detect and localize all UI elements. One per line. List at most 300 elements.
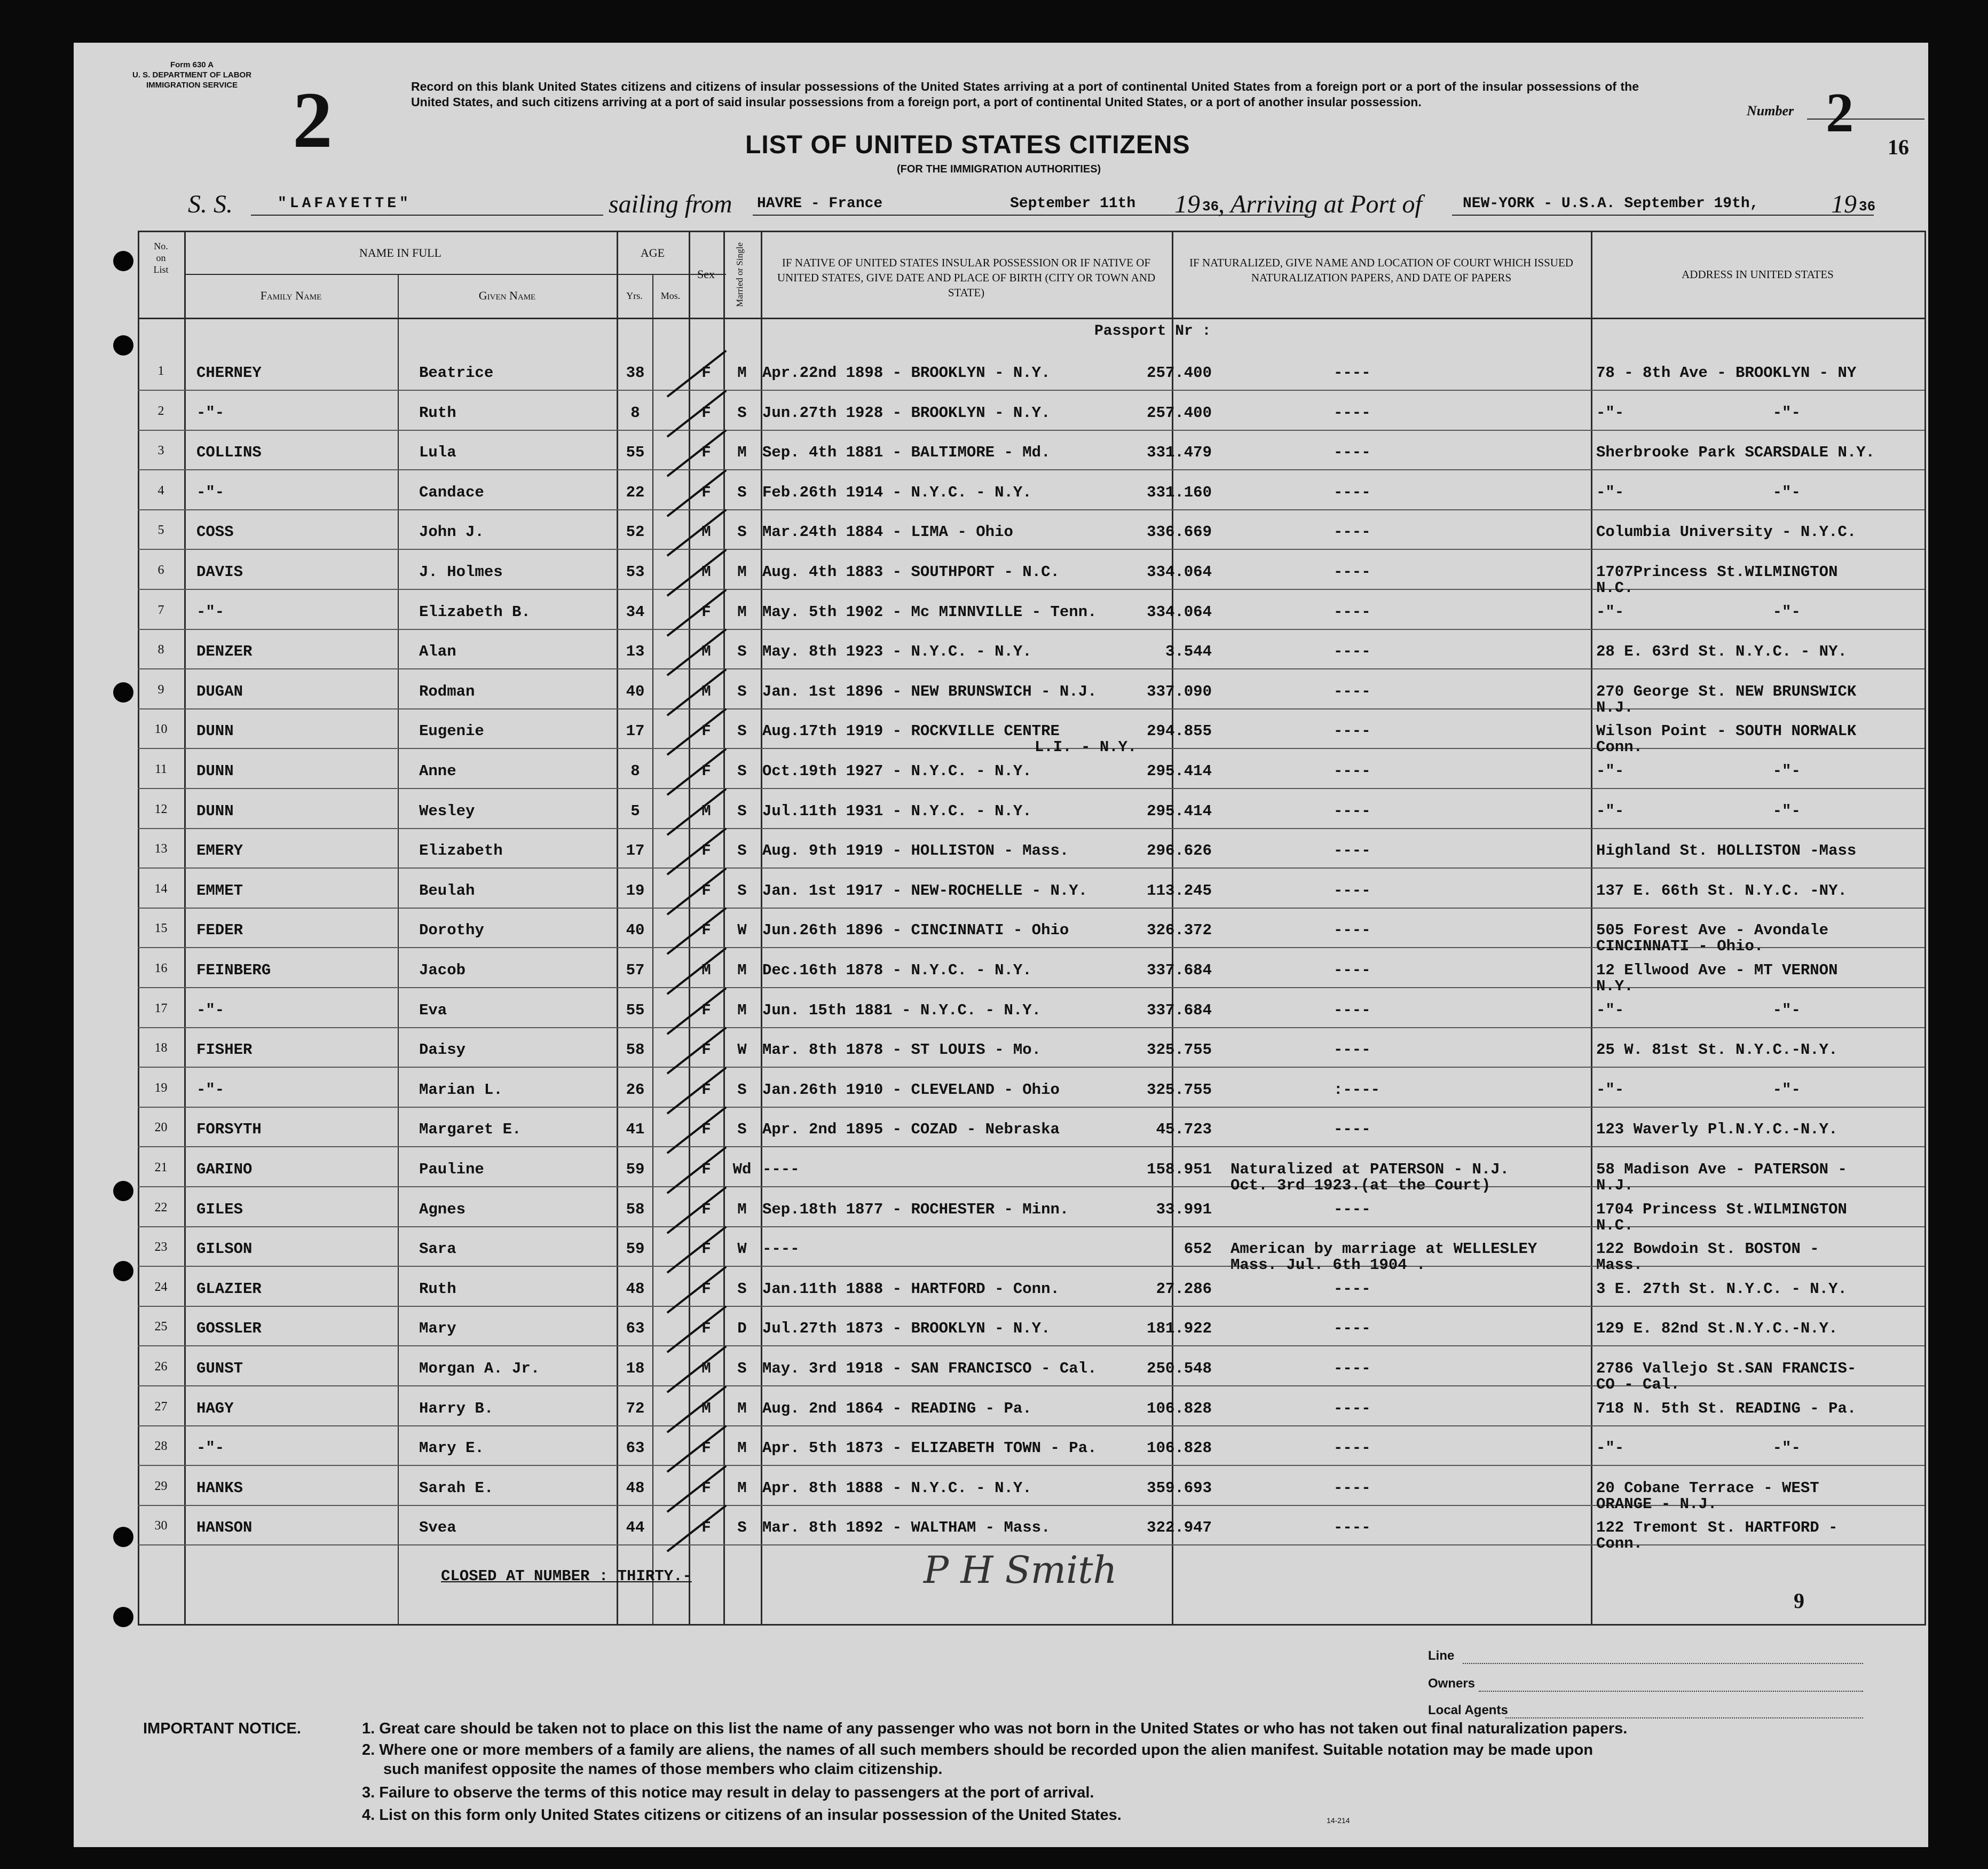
birth-info: May. 5th 1902 - Mc MINNVILLE - Tenn.	[762, 603, 1097, 621]
given-name: Harry B.	[419, 1400, 494, 1417]
given-name: Elizabeth	[419, 842, 503, 859]
passport-number: 334.064	[1147, 603, 1212, 621]
address: -"- -"-	[1596, 484, 1801, 501]
address: 58 Madison Ave - PATERSON -	[1596, 1161, 1847, 1178]
address-cont: CO - Cal.	[1596, 1376, 1680, 1393]
row-rule	[138, 1544, 1924, 1545]
family-name: GOSSLER	[196, 1320, 262, 1337]
row-number: 13	[154, 842, 168, 856]
address: 25 W. 81st St. N.Y.C.-N.Y.	[1596, 1041, 1838, 1059]
passport-number: 158.951	[1147, 1161, 1212, 1178]
sex: F	[701, 921, 711, 939]
col-border	[1591, 231, 1592, 1624]
marital-status: S	[737, 802, 747, 820]
age-years: 8	[630, 762, 640, 780]
birth-info: Apr. 5th 1873 - ELIZABETH TOWN - Pa.	[762, 1439, 1097, 1457]
birth-info: Jan.11th 1888 - HARTFORD - Conn.	[762, 1280, 1060, 1298]
naturalization: ----	[1334, 1001, 1371, 1019]
marital-status: S	[737, 1280, 747, 1298]
passport-number: 322.947	[1147, 1519, 1212, 1536]
sailing-year: 36	[1202, 199, 1219, 215]
birth-info: Dec.16th 1878 - N.Y.C. - N.Y.	[762, 961, 1032, 979]
address: Highland St. HOLLISTON -Mass	[1596, 842, 1857, 859]
col-name-in-full: NAME IN FULL	[359, 246, 441, 259]
family-name: DUNN	[196, 722, 234, 740]
row-number: 27	[154, 1400, 168, 1414]
corner-number: 9	[1794, 1589, 1804, 1613]
address: 1707Princess St.WILMINGTON	[1596, 563, 1838, 581]
family-name: -"-	[196, 603, 225, 621]
col-age: AGE	[640, 246, 665, 259]
row-number: 30	[154, 1519, 168, 1533]
sailing-date: September 11th	[1010, 195, 1136, 212]
given-name: Lula	[419, 444, 456, 461]
row-number: 11	[154, 762, 168, 776]
marital-status: M	[737, 1439, 747, 1457]
birth-info: Aug. 4th 1883 - SOUTHPORT - N.C.	[762, 563, 1060, 581]
passport-number: 113.245	[1147, 882, 1212, 900]
family-name: FISHER	[196, 1041, 253, 1059]
address: 20 Cobane Terrace - WEST	[1596, 1479, 1819, 1497]
naturalization: ----	[1334, 603, 1371, 621]
instructions: Record on this blank United States citizens and citizens of insular possessions of the United States arriving at a port of continental United States from a foreign port or a port of the insular possessions of the United States, and such citizens arriving at a port of said insular possessions from a foreign port, a port of continental United States, or a port of another insular possession.	[411, 80, 1639, 109]
address-cont: Conn.	[1596, 1535, 1643, 1552]
naturalization: ----	[1334, 1360, 1371, 1377]
sailing-year-prefix: 19	[1174, 190, 1200, 218]
birth-info: Jul.11th 1931 - N.Y.C. - N.Y.	[762, 802, 1032, 820]
row-rule	[138, 1425, 1924, 1426]
family-name: DENZER	[196, 643, 253, 660]
age-years: 52	[626, 523, 645, 541]
passport-number: 331.479	[1147, 444, 1212, 461]
row-number: 4	[157, 484, 164, 498]
passport-number: 337.684	[1147, 1001, 1212, 1019]
marital-status: S	[737, 1081, 747, 1099]
naturalization: ----	[1334, 1201, 1371, 1218]
address-cont: Conn.	[1596, 738, 1643, 756]
col-border	[617, 231, 618, 1624]
marital-status: S	[737, 484, 747, 501]
binder-hole	[113, 1607, 133, 1627]
passport-number: 359.693	[1147, 1479, 1212, 1497]
owners-dots	[1479, 1691, 1863, 1692]
col-yrs: Yrs.	[626, 290, 643, 301]
form-label: Form 630 A U. S. DEPARTMENT OF LABOR IMMIGRATION SERVICE	[132, 60, 252, 90]
page-number: 16	[1888, 135, 1909, 159]
sex: F	[701, 1161, 711, 1178]
row-number: 16	[154, 961, 168, 975]
header-bottom-border	[138, 318, 1926, 319]
family-name: -"-	[196, 1439, 225, 1457]
closed-note: CLOSED AT NUMBER : THIRTY.-	[441, 1567, 692, 1585]
row-rule	[138, 828, 1924, 829]
owners-label: Owners	[1428, 1676, 1476, 1691]
naturalization: ----	[1334, 961, 1371, 979]
passport-number: 295.414	[1147, 802, 1212, 820]
family-name: GLAZIER	[196, 1280, 262, 1298]
age-years: 34	[626, 603, 645, 621]
birth-info: Mar. 8th 1892 - WALTHAM - Mass.	[762, 1519, 1051, 1536]
table-bottom-border	[138, 1624, 1926, 1626]
age-years: 22	[626, 484, 645, 501]
address: -"- -"-	[1596, 1001, 1801, 1019]
address-cont: ORANGE - N.J.	[1596, 1495, 1717, 1513]
naturalization-cont: Mass. Jul. 6th 1904 .	[1230, 1256, 1426, 1274]
binder-hole	[113, 251, 133, 271]
binder-hole	[113, 1261, 133, 1281]
passport-number: 325.755	[1147, 1041, 1212, 1059]
row-number: 8	[157, 643, 164, 657]
given-name: Jacob	[419, 961, 466, 979]
col-sex: Sex	[697, 267, 715, 281]
family-name: DUGAN	[196, 683, 243, 700]
sex: F	[701, 1280, 711, 1298]
birth-info: Aug. 9th 1919 - HOLLISTON - Mass.	[762, 842, 1069, 859]
birth-info: Apr.22nd 1898 - BROOKLYN - N.Y.	[762, 364, 1051, 382]
sex: F	[701, 364, 711, 382]
family-name: -"-	[196, 484, 225, 501]
ss-label: S. S.	[188, 190, 233, 218]
given-name: Dorothy	[419, 921, 484, 939]
age-years: 44	[626, 1519, 645, 1536]
naturalization: ----	[1334, 563, 1371, 581]
local-agents-label: Local Agents	[1428, 1703, 1508, 1717]
birth-info: ----	[762, 1161, 800, 1178]
marital-status: W	[737, 1240, 747, 1258]
sex: F	[701, 444, 711, 461]
age-years: 41	[626, 1121, 645, 1138]
line-label: Line	[1428, 1649, 1455, 1663]
marital-status: M	[737, 364, 747, 382]
sex: F	[701, 1439, 711, 1457]
address: -"- -"-	[1596, 1439, 1801, 1457]
given-name: Wesley	[419, 802, 475, 820]
marital-status: S	[737, 842, 747, 859]
age-years: 58	[626, 1041, 645, 1059]
sex: F	[701, 484, 711, 501]
passport-number: 250.548	[1147, 1360, 1212, 1377]
marital-status: M	[737, 1201, 747, 1218]
marital-status: M	[737, 603, 747, 621]
row-number: 5	[157, 523, 164, 537]
row-number: 18	[154, 1041, 168, 1055]
sex: M	[701, 523, 711, 541]
passport-number: 331.160	[1147, 484, 1212, 501]
marital-status: S	[737, 1121, 747, 1138]
given-name: Rodman	[419, 683, 475, 700]
passport-number: 334.064	[1147, 563, 1212, 581]
family-name: HANKS	[196, 1479, 243, 1497]
age-years: 5	[630, 802, 640, 820]
birth-info: May. 3rd 1918 - SAN FRANCISCO - Cal.	[762, 1360, 1097, 1377]
sex: M	[701, 802, 711, 820]
number-underline	[1807, 119, 1924, 120]
row-rule	[138, 1345, 1924, 1346]
address-cont: N.C.	[1596, 579, 1634, 597]
col-family-name: Family Name	[260, 289, 322, 302]
passport-number: 257.400	[1147, 364, 1212, 382]
passport-number: 337.090	[1147, 683, 1212, 700]
sex: F	[701, 1240, 711, 1258]
given-name: Beulah	[419, 882, 475, 900]
family-name: HANSON	[196, 1519, 253, 1536]
ship-underline	[251, 215, 603, 216]
row-number: 28	[154, 1439, 168, 1453]
address: 12 Ellwood Ave - MT VERNON	[1596, 961, 1838, 979]
address-cont: Mass.	[1596, 1256, 1643, 1274]
age-years: 58	[626, 1201, 645, 1218]
passport-number: 337.684	[1147, 961, 1212, 979]
naturalization: Naturalized at PATERSON - N.J.	[1230, 1161, 1510, 1178]
naturalization: ----	[1334, 802, 1371, 820]
passport-number: 336.669	[1147, 523, 1212, 541]
passport-number: 296.626	[1147, 842, 1212, 859]
birth-info: Apr. 8th 1888 - N.Y.C. - N.Y.	[762, 1479, 1032, 1497]
arriving-label: , Arriving at Port of	[1218, 190, 1422, 218]
naturalization: ----	[1334, 842, 1371, 859]
arrival-year: 36	[1859, 199, 1876, 215]
address: 122 Bowdoin St. BOSTON -	[1596, 1240, 1819, 1258]
row-number: 15	[154, 921, 168, 935]
row-rule	[138, 1146, 1924, 1147]
given-name: Mary E.	[419, 1439, 484, 1457]
number-label: Number	[1747, 103, 1794, 119]
sailing-from: HAVRE - France	[757, 195, 883, 212]
family-name: FEINBERG	[196, 961, 271, 979]
passport-number: 294.855	[1147, 722, 1212, 740]
col-border	[1924, 231, 1926, 1624]
naturalization: ----	[1334, 1479, 1371, 1497]
address: 2786 Vallejo St.SAN FRANCIS-	[1596, 1360, 1857, 1377]
marital-status: S	[737, 762, 747, 780]
row-rule	[138, 390, 1924, 391]
given-name: Eugenie	[419, 722, 484, 740]
age-years: 55	[626, 444, 645, 461]
birth-info: Oct.19th 1927 - N.Y.C. - N.Y.	[762, 762, 1032, 780]
age-years: 40	[626, 921, 645, 939]
family-name: EMMET	[196, 882, 243, 900]
signature: P H Smith	[924, 1548, 1117, 1592]
sex: F	[701, 1121, 711, 1138]
given-name: Agnes	[419, 1201, 466, 1218]
age-years: 17	[626, 722, 645, 740]
marital-status: W	[737, 1041, 747, 1059]
sex: M	[701, 1360, 711, 1377]
col-no-on-list: No. on List	[153, 241, 169, 275]
marital-status: M	[737, 1001, 747, 1019]
birth-info: ----	[762, 1240, 800, 1258]
naturalization: ----	[1334, 1320, 1371, 1337]
row-rule	[138, 1266, 1924, 1267]
birth-info: Mar. 8th 1878 - ST LOUIS - Mo.	[762, 1041, 1042, 1059]
age-years: 59	[626, 1240, 645, 1258]
naturalization: ----	[1334, 643, 1371, 660]
family-name: CHERNEY	[196, 364, 262, 382]
naturalization: ----	[1334, 762, 1371, 780]
address-cont: N.J.	[1596, 699, 1634, 716]
marital-status: M	[737, 1479, 747, 1497]
arrival-year-prefix: 19	[1831, 190, 1857, 218]
marital-status: S	[737, 722, 747, 740]
row-rule	[138, 1107, 1924, 1108]
row-number: 26	[154, 1360, 168, 1374]
family-name: GARINO	[196, 1161, 253, 1178]
notice-item-2-cont: such manifest opposite the names of those members who claim citizenship.	[383, 1761, 943, 1778]
row-rule	[138, 1027, 1924, 1028]
sex: F	[701, 762, 711, 780]
sex: F	[701, 603, 711, 621]
table-top-border	[138, 231, 1926, 232]
row-rule	[138, 1067, 1924, 1068]
row-number: 23	[154, 1240, 168, 1254]
address: Columbia University - N.Y.C.	[1596, 523, 1857, 541]
address: 718 N. 5th St. READING - Pa.	[1596, 1400, 1857, 1417]
family-name: COLLINS	[196, 444, 262, 461]
row-number: 20	[154, 1121, 168, 1134]
family-name: GUNST	[196, 1360, 243, 1377]
marital-status: S	[737, 683, 747, 700]
given-name: Mary	[419, 1320, 456, 1337]
row-rule	[138, 629, 1924, 630]
given-name: Morgan A. Jr.	[419, 1360, 540, 1377]
row-rule	[138, 1186, 1924, 1187]
family-name: -"-	[196, 1081, 225, 1099]
family-name: COSS	[196, 523, 234, 541]
marital-status: M	[737, 563, 747, 581]
given-name: Sara	[419, 1240, 456, 1258]
naturalization: ----	[1334, 683, 1371, 700]
naturalization: ----	[1334, 404, 1371, 422]
marital-status: M	[737, 961, 747, 979]
family-name: -"-	[196, 1001, 225, 1019]
marital-status: S	[737, 1360, 747, 1377]
passport-number: 45.723	[1156, 1121, 1212, 1138]
given-name: Pauline	[419, 1161, 484, 1178]
naturalization: ----	[1334, 1400, 1371, 1417]
row-number: 14	[154, 882, 168, 896]
address-cont: N.Y.	[1596, 977, 1634, 995]
given-name: Ruth	[419, 1280, 456, 1298]
address: -"- -"-	[1596, 762, 1801, 780]
sex: F	[701, 1519, 711, 1536]
sex: M	[701, 1400, 711, 1417]
family-name: HAGY	[196, 1400, 234, 1417]
row-rule	[138, 788, 1924, 789]
sex: F	[701, 722, 711, 740]
marital-status: Wd	[732, 1161, 752, 1178]
marital-status: S	[737, 1519, 747, 1536]
passport-number: 106.828	[1147, 1400, 1212, 1417]
given-name: Ruth	[419, 404, 456, 422]
passport-number: 106.828	[1147, 1439, 1212, 1457]
address: 129 E. 82nd St.N.Y.C.-N.Y.	[1596, 1320, 1838, 1337]
sailing-label: sailing from	[609, 190, 732, 218]
row-number: 2	[157, 404, 164, 418]
passport-number: 181.922	[1147, 1320, 1212, 1337]
address: 270 George St. NEW BRUNSWICK	[1596, 683, 1857, 700]
col-birth: IF NATIVE OF UNITED STATES INSULAR POSSESSION OR IF NATIVE OF UNITED STATES, GIVE DATE AND PLACE OF BIRTH (CITY OR TOWN AND STATE)	[777, 256, 1156, 299]
sex: M	[701, 683, 711, 700]
given-name: Margaret E.	[419, 1121, 522, 1138]
address: 137 E. 66th St. N.Y.C. -NY.	[1596, 882, 1847, 900]
binder-hole	[113, 335, 133, 356]
naturalization-cont: Oct. 3rd 1923.(at the Court)	[1230, 1177, 1491, 1194]
address: -"- -"-	[1596, 1081, 1801, 1099]
naturalization: ----	[1334, 444, 1371, 461]
age-years: 40	[626, 683, 645, 700]
given-name: Beatrice	[419, 364, 494, 382]
family-name: DUNN	[196, 762, 234, 780]
family-name: FORSYTH	[196, 1121, 262, 1138]
address: 123 Waverly Pl.N.Y.C.-N.Y.	[1596, 1121, 1838, 1138]
row-rule	[138, 549, 1924, 550]
col-address: ADDRESS IN UNITED STATES	[1682, 268, 1834, 281]
sex: F	[701, 1041, 711, 1059]
binder-hole	[113, 682, 133, 703]
row-rule	[138, 1465, 1924, 1466]
marital-status: S	[737, 882, 747, 900]
address: 78 - 8th Ave - BROOKLYN - NY	[1596, 364, 1857, 382]
sex: M	[701, 643, 711, 660]
number-value: 2	[1826, 81, 1854, 144]
naturalization: ----	[1334, 882, 1371, 900]
given-name: Candace	[419, 484, 484, 501]
sex: F	[701, 1320, 711, 1337]
marital-status: M	[737, 1400, 747, 1417]
row-number: 7	[157, 603, 164, 617]
passport-number: 326.372	[1147, 921, 1212, 939]
row-rule	[138, 1306, 1924, 1307]
arrival-port: NEW-YORK - U.S.A. September 19th,	[1463, 195, 1759, 212]
naturalization: ----	[1334, 921, 1371, 939]
family-name: DAVIS	[196, 563, 243, 581]
age-years: 72	[626, 1400, 645, 1417]
row-rule	[138, 509, 1924, 510]
address: Sherbrooke Park SCARSDALE N.Y.	[1596, 444, 1875, 461]
row-rule	[138, 987, 1924, 988]
birth-info: Apr. 2nd 1895 - COZAD - Nebraska	[762, 1121, 1060, 1138]
family-name: GILSON	[196, 1240, 253, 1258]
passport-number: 33.991	[1156, 1201, 1212, 1218]
address: -"- -"-	[1596, 404, 1801, 422]
page-subtitle: (FOR THE IMMIGRATION AUTHORITIES)	[897, 163, 1101, 175]
birth-info: Aug.17th 1919 - ROCKVILLE CENTRE	[762, 722, 1060, 740]
row-rule	[138, 748, 1924, 749]
passport-number: 27.286	[1156, 1280, 1212, 1298]
local-agents-dots	[1505, 1717, 1863, 1718]
row-number: 12	[154, 802, 168, 816]
age-years: 18	[626, 1360, 645, 1377]
family-name: FEDER	[196, 921, 243, 939]
row-rule	[138, 868, 1924, 869]
naturalization: ----	[1334, 1280, 1371, 1298]
address-cont: N.J.	[1596, 1177, 1634, 1194]
col-naturalized: IF NATURALIZED, GIVE NAME AND LOCATION OF COURT WHICH ISSUED NATURALIZATION PAPERS, AND DATE OF PAPERS	[1189, 256, 1573, 284]
birth-info: Sep.18th 1877 - ROCHESTER - Minn.	[762, 1201, 1069, 1218]
row-number: 3	[157, 444, 164, 458]
naturalization: ----	[1334, 1519, 1371, 1536]
row-rule	[138, 668, 1924, 669]
col-mos: Mos.	[660, 290, 681, 301]
family-name: -"-	[196, 404, 225, 422]
birth-info: Jul.27th 1873 - BROOKLYN - N.Y.	[762, 1320, 1051, 1337]
passport-number: 257.400	[1147, 404, 1212, 422]
birth-info-cont: L.I. - N.Y.	[1035, 738, 1137, 756]
row-number: 17	[154, 1001, 168, 1015]
sex: F	[701, 404, 711, 422]
row-rule	[138, 469, 1924, 470]
notice-item-2: 2. Where one or more members of a family are aliens, the names of all such members should be recorded upon the alien manifest. Suitable notation may be made upon	[362, 1741, 1593, 1758]
